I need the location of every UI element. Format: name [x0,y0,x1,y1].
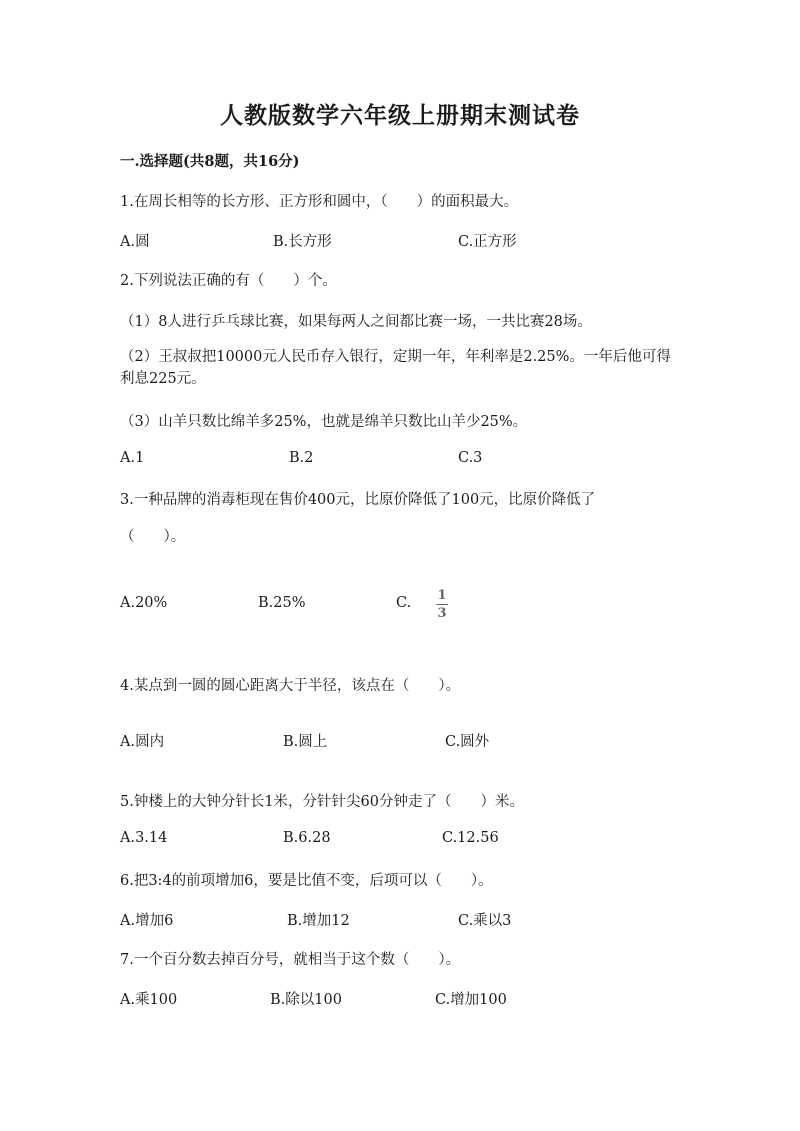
page-title: 人教版数学六年级上册期末测试卷 [220,102,580,129]
q2-option-c: C.3 [458,450,483,466]
q6-option-a: A.增加6 [120,913,174,929]
question-4: 4.某点到一圆的圆心距离大于半径，该点在（ ）。 [120,678,461,694]
q2-option-b: B.2 [289,450,314,466]
q1-option-a: A.圆 [120,234,150,250]
q7-option-b: B.除以100 [270,992,342,1008]
question-6: 6.把3:4的前项增加6，要是比值不变，后项可以（ ）。 [120,873,493,889]
q6-option-c: C.乘以3 [458,913,512,929]
q3-option-b: B.25% [258,595,306,611]
q3-option-a: A.20% [120,595,168,611]
question-5: 5.钟楼上的大钟分针长1米，分针针尖60分钟走了（ ）米。 [120,794,525,810]
q2-option-a: A.1 [120,450,145,466]
q1-option-b: B.长方形 [273,234,332,250]
q1-option-c: C.正方形 [458,234,517,250]
q5-option-c: C.12.56 [442,830,499,846]
q3-option-c-fraction [434,588,450,621]
q7-option-a: A.乘100 [120,992,178,1008]
q5-option-b: B.6.28 [283,830,331,846]
q4-option-a: A.圆内 [120,734,165,750]
fraction-numerator: 1 [437,588,447,603]
q6-option-b: B.增加12 [287,913,350,929]
fraction-bar [436,604,448,605]
question-1: 1.在周长相等的长方形、正方形和圆中，（ ）的面积最大。 [120,194,519,210]
q4-option-c: C.圆外 [445,734,490,750]
section-heading: 一.选择题(共8题，共16分) [120,153,300,170]
q4-option-b: B.圆上 [283,734,328,750]
q7-option-c: C.增加100 [435,992,507,1008]
q5-option-a: A.3.14 [120,830,168,846]
q2-statement-3: （3）山羊只数比绵羊多25%，也就是绵羊只数比山羊少25%。 [120,414,528,430]
fraction-denominator: 3 [437,606,447,621]
question-2: 2.下列说法正确的有（ ）个。 [120,273,337,289]
q3-option-c: C. [396,595,412,611]
q2-statement-1: （1）8人进行乒乓球比赛，如果每两人之间都比赛一场，一共比赛28场。 [120,314,592,330]
q3-blank: （ ）。 [120,529,186,545]
question-3: 3.一种品牌的消毒柜现在售价400元，比原价降低了100元，比原价降低了 [120,492,596,508]
question-7: 7.一个百分数去掉百分号，就相当于这个数（ ）。 [120,952,461,968]
q2-statement-2: （2）王叔叔把10000元人民币存入银行，定期一年，年利率是2.25%。一年后他可得利息225元。 [120,349,671,387]
